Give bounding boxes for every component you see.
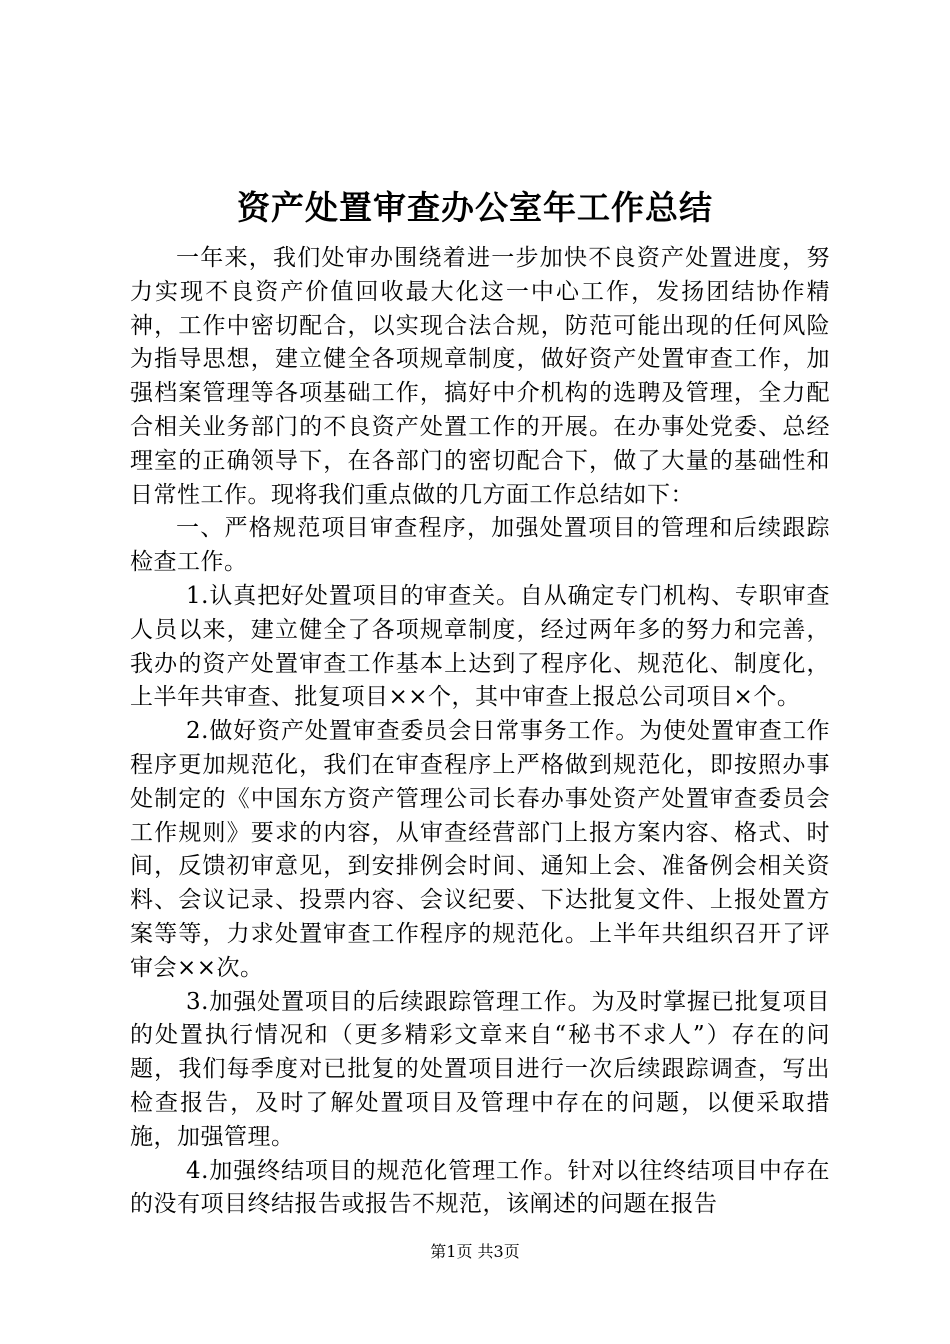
page-footer: 第1页 共3页 [430, 1242, 520, 1261]
item-paragraph-4: 4.加强终结项目的规范化管理工作。针对以往终结项目中存在的没有项目终结报告或报告不规范，该阐述的问题在报告 [130, 1157, 830, 1218]
intro-paragraph: 一年来，我们处审办围绕着进一步加快不良资产处置进度，努力实现不良资产价值回收最大化这一中心工作，发扬团结协作精神，工作中密切配合，以实现合法合规，防范可能出现的任何风险为指导思想，建立健全各项规章制度，做好资产处置审查工作，加强档案管理等各项基础工作，搞好中介机构的选聘及管理，全力配合相关业务部门的不良资产处置工作的开展。在办事处党委、总经理室的正确领导下，在各部门的密切配合下，做了大量的基础性和日常性工作。现将我们重点做的几方面工作总结如下： [130, 245, 830, 508]
section-heading-1: 一、严格规范项目审查程序，加强处置项目的管理和后续跟踪检查工作。 [130, 515, 830, 576]
document-title: 资产处置审查办公室年工作总结 [237, 188, 713, 227]
item-paragraph-3: 3.加强处置项目的后续跟踪管理工作。为及时掌握已批复项目的处置执行情况和（更多精彩文章来自“秘书不求人”）存在的问题，我们每季度对已批复的处置项目进行一次后续跟踪调查，写出检查报告，及时了解处置项目及管理中存在的问题，以便采取措施，加强管理。 [130, 988, 830, 1150]
item-paragraph-1: 1.认真把好处置项目的审查关。自从确定专门机构、专职审查人员以来，建立健全了各项规章制度，经过两年多的努力和完善，我办的资产处置审查工作基本上达到了程序化、规范化、制度化，上半年共审查、批复项目××个，其中审查上报总公司项目×个。 [130, 582, 830, 711]
document-body [130, 242, 830, 1222]
item-paragraph-2: 2.做好资产处置审查委员会日常事务工作。为使处置审查工作程序更加规范化，我们在审查程序上严格做到规范化，即按照办事处制定的《中国东方资产管理公司长春办事处资产处置审查委员会工作规则》要求的内容，从审查经营部门上报方案内容、格式、时间，反馈初审意见，到安排例会时间、通知上会、准备例会相关资料、会议记录、投票内容、会议纪要、下达批复文件、上报处置方案等等，力求处置审查工作程序的规范化。上半年共组织召开了评审会××次。 [130, 718, 830, 981]
